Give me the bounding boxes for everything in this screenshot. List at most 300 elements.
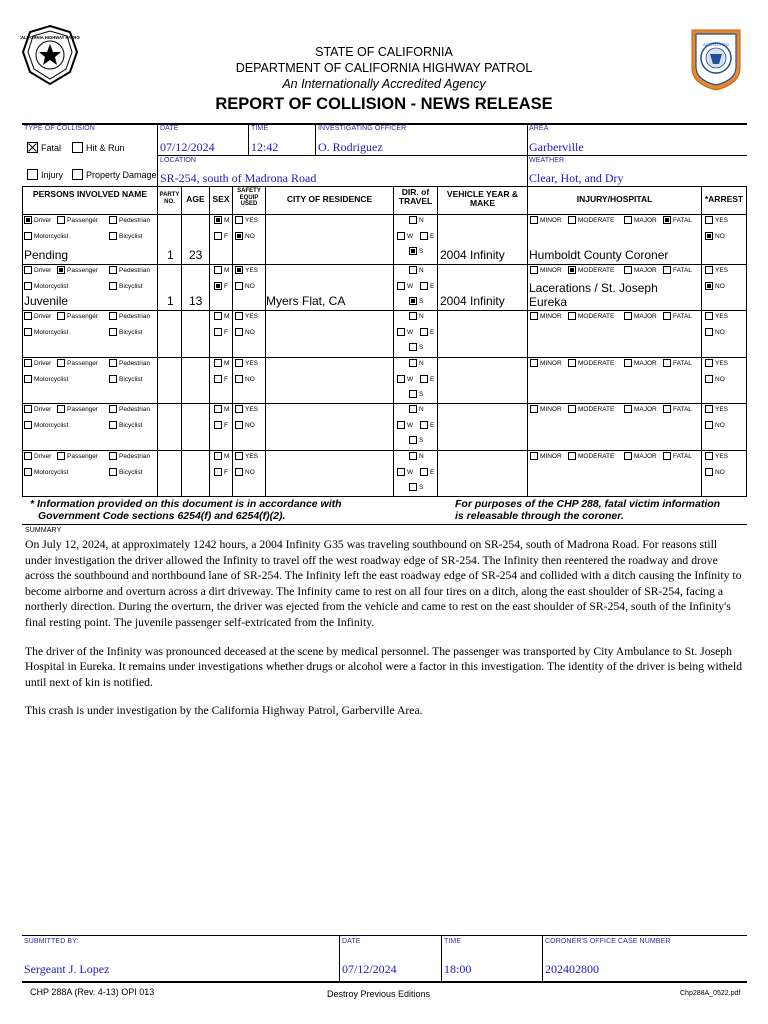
table-row — [22, 310, 747, 357]
persons-header: PERSONS INVOLVED NAME — [32, 189, 148, 199]
arrest-yes-checkbox[interactable] — [705, 452, 728, 460]
empty-checkbox-icon — [24, 405, 32, 413]
safety-yes-checkbox[interactable] — [235, 452, 258, 460]
checked-box-icon — [24, 216, 32, 224]
empty-checkbox-icon — [420, 232, 428, 240]
passenger-label: Passenger — [67, 216, 99, 224]
empty-checkbox-icon — [214, 359, 222, 367]
safety-no-checkbox[interactable] — [235, 282, 255, 290]
time-field[interactable]: 12:42 — [251, 140, 279, 154]
injury-fatal-checkbox[interactable] — [663, 452, 692, 460]
pedestrian-checkbox[interactable] — [109, 359, 150, 367]
dir-n-checkbox[interactable] — [409, 266, 424, 274]
m-label: M — [224, 452, 230, 460]
footer-date-label: DATE — [342, 938, 361, 945]
bicyclist-checkbox[interactable] — [109, 282, 142, 290]
injury-checkbox[interactable] — [27, 169, 63, 180]
state-heading: STATE OF CALIFORNIA — [315, 45, 453, 59]
safety-no-checkbox[interactable] — [235, 328, 255, 336]
bicyclist-checkbox[interactable] — [109, 328, 142, 336]
bicyclist-label: Bicyclist — [119, 282, 143, 290]
empty-checkbox-icon — [409, 390, 417, 398]
yes-label: YES — [245, 405, 259, 413]
injury-fatal-checkbox[interactable] — [663, 405, 692, 413]
passenger-label: Passenger — [67, 312, 99, 320]
injury-hospital: Lacerations / St. Joseph — [529, 281, 658, 295]
injury-minor-checkbox[interactable] — [530, 405, 562, 413]
destroy-previous-editions: Destroy Previous Editions — [327, 989, 431, 999]
injury-major-checkbox[interactable] — [624, 452, 657, 460]
empty-checkbox-icon — [409, 452, 417, 460]
motorcyclist-checkbox[interactable] — [24, 375, 68, 383]
sex-m-checkbox[interactable] — [214, 312, 229, 320]
age-header: AGE — [186, 194, 205, 204]
safety-yes-checkbox[interactable] — [235, 216, 258, 224]
empty-checkbox-icon — [235, 328, 243, 336]
moderate-label: MODERATE — [578, 452, 615, 460]
no-label: NO — [245, 328, 255, 336]
safety-no-checkbox[interactable] — [235, 468, 255, 476]
chp-badge-text: CALIFORNIA HIGHWAY PATROL — [20, 35, 80, 40]
major-label: MAJOR — [634, 312, 657, 320]
motorcyclist-checkbox[interactable] — [24, 282, 68, 290]
empty-checkbox-icon — [568, 452, 576, 460]
empty-checkbox-icon — [420, 421, 428, 429]
bicyclist-checkbox[interactable] — [109, 468, 142, 476]
yes-label: YES — [245, 359, 259, 367]
no-label: NO — [715, 232, 725, 240]
empty-checkbox-icon — [409, 216, 417, 224]
sex-f-checkbox[interactable] — [214, 375, 228, 383]
dir-w-checkbox[interactable] — [397, 282, 413, 290]
injury-fatal-checkbox[interactable] — [663, 266, 692, 274]
dir-w-checkbox[interactable] — [397, 468, 413, 476]
injury-label: Injury — [41, 169, 64, 180]
arrest-yes-checkbox[interactable] — [705, 216, 728, 224]
m-label: M — [224, 405, 230, 413]
footer-time-field[interactable]: 18:00 — [444, 962, 472, 976]
arrest-yes-checkbox[interactable] — [705, 405, 728, 413]
dir-n-checkbox[interactable] — [409, 359, 424, 367]
pedestrian-checkbox[interactable] — [109, 266, 150, 274]
dir-e-checkbox[interactable] — [420, 328, 434, 336]
summary-paragraph-2: The driver of the Infinity was pronounced deceased at the scene by medical personnel. The passenger was transported by City Ambulance to St. Joseph Hospital in Eureka. It remains under investigations whether drugs or alcohol were a factor in this investigation. The identity of the driver is being witheld until next of kin is notified. — [25, 644, 743, 689]
driver-label: Driver — [34, 452, 52, 460]
empty-checkbox-icon — [624, 405, 632, 413]
empty-checkbox-icon — [409, 483, 417, 491]
dir-e-checkbox[interactable] — [420, 282, 434, 290]
injury-fatal-checkbox[interactable] — [663, 216, 692, 224]
bicyclist-label: Bicyclist — [119, 328, 143, 336]
empty-checkbox-icon — [24, 282, 32, 290]
passenger-checkbox[interactable] — [57, 216, 98, 224]
empty-checkbox-icon — [24, 421, 32, 429]
empty-checkbox-icon — [109, 328, 117, 336]
major-label: MAJOR — [634, 359, 657, 367]
vehicle-year-make: 2004 Infinity — [440, 294, 505, 308]
yes-label: YES — [715, 405, 729, 413]
injury-major-checkbox[interactable] — [624, 405, 657, 413]
safety-no-checkbox[interactable] — [235, 421, 255, 429]
no-label: NO — [715, 421, 725, 429]
w-label: W — [407, 282, 414, 290]
w-label: W — [407, 375, 414, 383]
dir-n-checkbox[interactable] — [409, 452, 424, 460]
s-label: S — [419, 483, 424, 491]
driver-checkbox[interactable] — [24, 312, 51, 320]
empty-checkbox-icon — [109, 266, 117, 274]
table-row — [22, 264, 747, 310]
passenger-label: Passenger — [67, 359, 99, 367]
empty-checkbox-icon — [109, 452, 117, 460]
pedestrian-label: Pedestrian — [119, 216, 151, 224]
dir-w-checkbox[interactable] — [397, 375, 413, 383]
minor-label: MINOR — [540, 266, 562, 274]
sex-f-checkbox[interactable] — [214, 328, 228, 336]
dir-header: DIR. of TRAVEL — [398, 187, 433, 206]
empty-checkbox-icon — [24, 375, 32, 383]
checked-box-icon — [705, 232, 713, 240]
m-label: M — [224, 359, 230, 367]
pedestrian-checkbox[interactable] — [109, 452, 150, 460]
empty-checkbox-icon — [530, 359, 538, 367]
injury-moderate-checkbox[interactable] — [568, 405, 614, 413]
motorcyclist-checkbox[interactable] — [24, 328, 68, 336]
checked-box-icon — [57, 266, 65, 274]
arrest-no-checkbox[interactable] — [705, 328, 725, 336]
dir-n-checkbox[interactable] — [409, 312, 424, 320]
driver-label: Driver — [34, 405, 52, 413]
person-age: 13 — [189, 294, 203, 308]
injury-moderate-checkbox[interactable] — [568, 312, 614, 320]
injury-moderate-checkbox[interactable] — [568, 216, 614, 224]
dir-w-checkbox[interactable] — [397, 232, 413, 240]
empty-checkbox-icon — [235, 216, 243, 224]
injury-fatal-checkbox[interactable] — [663, 359, 692, 367]
w-label: W — [407, 468, 414, 476]
submitted-by-field[interactable]: Sergeant J. Lopez — [24, 962, 110, 976]
weather-field[interactable]: Clear, Hot, and Dry — [529, 171, 624, 185]
party-header: PARTY NO. — [159, 192, 180, 205]
fatal-label: FATAL — [673, 359, 692, 367]
arrest-yes-checkbox[interactable] — [705, 359, 728, 367]
empty-checkbox-icon — [235, 405, 243, 413]
fatal-check-mark-icon — [27, 142, 38, 153]
safety-yes-checkbox[interactable] — [235, 359, 258, 367]
table-row — [22, 450, 747, 496]
safety-no-checkbox[interactable] — [235, 232, 255, 240]
date-field[interactable]: 07/12/2024 — [160, 140, 215, 154]
dir-e-checkbox[interactable] — [420, 468, 434, 476]
yes-label: YES — [245, 452, 259, 460]
no-label: NO — [715, 328, 725, 336]
injury-minor-checkbox[interactable] — [530, 312, 562, 320]
injury-major-checkbox[interactable] — [624, 216, 657, 224]
safety-yes-checkbox[interactable] — [235, 312, 258, 320]
arrest-no-checkbox[interactable] — [705, 282, 725, 290]
empty-checkbox-icon — [568, 216, 576, 224]
motorcyclist-checkbox[interactable] — [24, 468, 68, 476]
w-label: W — [407, 328, 414, 336]
passenger-checkbox[interactable] — [57, 405, 98, 413]
empty-checkbox-icon — [57, 359, 65, 367]
property-damage-label: Property Damage — [86, 169, 157, 180]
empty-checkbox-icon — [109, 359, 117, 367]
dir-n-checkbox[interactable] — [409, 216, 424, 224]
s-label: S — [419, 297, 424, 305]
bicyclist-label: Bicyclist — [119, 468, 143, 476]
empty-checkbox-icon — [235, 468, 243, 476]
major-label: MAJOR — [634, 452, 657, 460]
sex-m-checkbox[interactable] — [214, 266, 229, 274]
s-label: S — [419, 436, 424, 444]
bicyclist-checkbox[interactable] — [109, 375, 142, 383]
officer-field[interactable]: O. Rodriguez — [318, 140, 383, 154]
table-row — [22, 403, 747, 450]
motorcyclist-label: Motorcyclist — [34, 468, 69, 476]
pedestrian-checkbox[interactable] — [109, 405, 150, 413]
sex-m-checkbox[interactable] — [214, 216, 229, 224]
moderate-label: MODERATE — [578, 405, 615, 413]
motorcyclist-label: Motorcyclist — [34, 328, 69, 336]
driver-label: Driver — [34, 266, 52, 274]
empty-checkbox-icon — [420, 468, 428, 476]
driver-checkbox[interactable] — [24, 359, 51, 367]
summary-text — [25, 537, 745, 732]
empty-checkbox-icon — [705, 328, 713, 336]
empty-checkbox-icon — [705, 312, 713, 320]
empty-checkbox-icon — [397, 328, 405, 336]
yes-label: YES — [245, 312, 259, 320]
empty-checkbox-icon — [214, 468, 222, 476]
dir-e-checkbox[interactable] — [420, 375, 434, 383]
footer-date-field[interactable]: 07/12/2024 — [342, 962, 397, 976]
moderate-label: MODERATE — [578, 312, 615, 320]
driver-checkbox[interactable] — [24, 216, 51, 224]
dir-w-checkbox[interactable] — [397, 421, 413, 429]
dir-n-checkbox[interactable] — [409, 405, 424, 413]
injury-major-checkbox[interactable] — [624, 266, 657, 274]
injury-moderate-checkbox[interactable] — [568, 266, 614, 274]
major-label: MAJOR — [634, 405, 657, 413]
passenger-label: Passenger — [67, 405, 99, 413]
bicyclist-checkbox[interactable] — [109, 232, 142, 240]
coroner-note-line2: is releasable through the coroner. — [455, 510, 624, 522]
person-name: Pending — [24, 248, 69, 262]
person-name: Juvenile — [24, 294, 69, 308]
arrest-no-checkbox[interactable] — [705, 421, 725, 429]
empty-checkbox-icon — [705, 421, 713, 429]
fatal-label: FATAL — [673, 312, 692, 320]
pedestrian-label: Pedestrian — [119, 312, 151, 320]
pedestrian-checkbox[interactable] — [109, 216, 150, 224]
empty-checkbox-icon — [397, 232, 405, 240]
injury-hospital: Humboldt County Coroner — [529, 248, 669, 262]
department-heading: DEPARTMENT OF CALIFORNIA HIGHWAY PATROL — [235, 61, 533, 75]
fatal-label: FATAL — [673, 452, 692, 460]
passenger-checkbox[interactable] — [57, 359, 98, 367]
driver-checkbox[interactable] — [24, 405, 51, 413]
bicyclist-checkbox[interactable] — [109, 421, 142, 429]
driver-checkbox[interactable] — [24, 452, 51, 460]
empty-checkbox-icon — [27, 169, 38, 180]
injury-major-checkbox[interactable] — [624, 312, 657, 320]
arrest-no-checkbox[interactable] — [705, 375, 725, 383]
empty-checkbox-icon — [109, 405, 117, 413]
dir-s-checkbox[interactable] — [409, 297, 423, 305]
empty-checkbox-icon — [705, 468, 713, 476]
injury-minor-checkbox[interactable] — [530, 359, 562, 367]
f-label: F — [224, 282, 228, 290]
sex-m-checkbox[interactable] — [214, 359, 229, 367]
injury-minor-checkbox[interactable] — [530, 452, 562, 460]
empty-checkbox-icon — [24, 312, 32, 320]
sex-f-checkbox[interactable] — [214, 421, 228, 429]
minor-label: MINOR — [540, 405, 562, 413]
sex-m-checkbox[interactable] — [214, 452, 229, 460]
e-label: E — [430, 468, 435, 476]
sex-m-checkbox[interactable] — [214, 405, 229, 413]
checked-box-icon — [235, 266, 243, 274]
dir-s-checkbox[interactable] — [409, 436, 423, 444]
empty-checkbox-icon — [24, 266, 32, 274]
motorcyclist-checkbox[interactable] — [24, 232, 68, 240]
empty-checkbox-icon — [57, 405, 65, 413]
dir-e-checkbox[interactable] — [420, 232, 434, 240]
sex-f-checkbox[interactable] — [214, 232, 228, 240]
safety-no-checkbox[interactable] — [235, 375, 255, 383]
injury-fatal-checkbox[interactable] — [663, 312, 692, 320]
report-title: REPORT OF COLLISION - NEWS RELEASE — [215, 95, 553, 113]
empty-checkbox-icon — [409, 343, 417, 351]
driver-checkbox[interactable] — [24, 266, 51, 274]
injury-moderate-checkbox[interactable] — [568, 359, 614, 367]
sex-f-checkbox[interactable] — [214, 282, 228, 290]
f-label: F — [224, 468, 228, 476]
injury-hospital-line2: Eureka — [529, 295, 568, 309]
dir-s-checkbox[interactable] — [409, 390, 423, 398]
property-damage-checkbox[interactable] — [72, 169, 157, 180]
motorcyclist-label: Motorcyclist — [34, 282, 69, 290]
motorcyclist-checkbox[interactable] — [24, 421, 68, 429]
empty-checkbox-icon — [24, 452, 32, 460]
injury-minor-checkbox[interactable] — [530, 216, 562, 224]
vehicle-year-make: 2004 Infinity — [440, 248, 505, 262]
table-row — [22, 214, 747, 264]
major-label: MAJOR — [634, 266, 657, 274]
empty-checkbox-icon — [568, 312, 576, 320]
empty-checkbox-icon — [109, 468, 117, 476]
fatal-label: Fatal — [41, 142, 62, 153]
hit-run-checkbox[interactable] — [72, 142, 125, 153]
vehicle-header: VEHICLE YEAR & MAKE — [446, 189, 519, 208]
empty-checkbox-icon — [24, 468, 32, 476]
accreditation-seal-logo — [688, 24, 744, 92]
f-label: F — [224, 232, 228, 240]
yes-label: YES — [715, 359, 729, 367]
moderate-label: MODERATE — [578, 359, 615, 367]
officer-label: INVESTIGATING OFFICER — [318, 125, 407, 132]
area-field[interactable]: Garberville — [529, 140, 584, 154]
n-label: N — [419, 266, 424, 274]
dir-s-checkbox[interactable] — [409, 483, 423, 491]
yes-label: YES — [715, 312, 729, 320]
empty-checkbox-icon — [235, 452, 243, 460]
passenger-checkbox[interactable] — [57, 312, 98, 320]
yes-label: YES — [715, 216, 729, 224]
fatal-label: FATAL — [673, 405, 692, 413]
city-of-residence: Myers Flat, CA — [266, 294, 346, 308]
empty-checkbox-icon — [24, 232, 32, 240]
pedestrian-checkbox[interactable] — [109, 312, 150, 320]
location-field[interactable]: SR-254, south of Madrona Road — [160, 171, 317, 185]
sex-f-checkbox[interactable] — [214, 468, 228, 476]
empty-checkbox-icon — [624, 216, 632, 224]
arrest-yes-checkbox[interactable] — [705, 266, 728, 274]
empty-checkbox-icon — [214, 232, 222, 240]
motorcyclist-label: Motorcyclist — [34, 421, 69, 429]
arrest-yes-checkbox[interactable] — [705, 312, 728, 320]
dir-s-checkbox[interactable] — [409, 247, 423, 255]
coroner-case-field[interactable]: 202402800 — [545, 962, 599, 976]
safety-yes-checkbox[interactable] — [235, 266, 258, 274]
accreditation-seal-text: ACCREDITED — [702, 42, 730, 47]
empty-checkbox-icon — [409, 312, 417, 320]
fatal-checkbox[interactable] — [27, 142, 61, 153]
empty-checkbox-icon — [235, 375, 243, 383]
checked-box-icon — [214, 282, 222, 290]
n-label: N — [419, 312, 424, 320]
empty-checkbox-icon — [624, 452, 632, 460]
summary-paragraph-1: On July 12, 2024, at approximately 1242 hours, a 2004 Infinity G35 was traveling southbound on SR-254, south of Madrona Road. For reasons still under investigation the driver allowed the Infinity to travel off the west roadway edge of SR-254. The Infinity then reentered the roadway and drove across the southbound and northbound lane of SR-254. The Infinity left the east roadway edge of SR-254 and collided with a ditch causing the Infinity to become airborne and overturn across a dirt driveway. The Infinity came to rest on all four tires on a ditch, along the east shoulder of SR-254, facing a northerly direction. During the overturn, the driver was ejected from the vehicle and came to rest on the east shoulder of SR-254, south of the Infinity's final resting point. The juvenile passenger self-extricated from the Infinity. — [25, 538, 742, 629]
arrest-no-checkbox[interactable] — [705, 468, 725, 476]
motorcyclist-label: Motorcyclist — [34, 232, 69, 240]
dir-s-checkbox[interactable] — [409, 343, 423, 351]
empty-checkbox-icon — [72, 169, 83, 180]
injury-minor-checkbox[interactable] — [530, 266, 562, 274]
safety-yes-checkbox[interactable] — [235, 405, 258, 413]
empty-checkbox-icon — [705, 359, 713, 367]
empty-checkbox-icon — [409, 266, 417, 274]
submitted-by-label: SUBMITTED BY: — [24, 938, 79, 945]
weather-label: WEATHER — [529, 157, 565, 164]
empty-checkbox-icon — [705, 266, 713, 274]
empty-checkbox-icon — [624, 266, 632, 274]
bicyclist-label: Bicyclist — [119, 421, 143, 429]
dir-e-checkbox[interactable] — [420, 421, 434, 429]
arrest-no-checkbox[interactable] — [705, 232, 725, 240]
passenger-checkbox[interactable] — [57, 452, 98, 460]
dir-w-checkbox[interactable] — [397, 328, 413, 336]
minor-label: MINOR — [540, 359, 562, 367]
passenger-checkbox[interactable] — [57, 266, 98, 274]
injury-major-checkbox[interactable] — [624, 359, 657, 367]
e-label: E — [430, 421, 435, 429]
sex-header: SEX — [212, 194, 230, 204]
empty-checkbox-icon — [663, 266, 671, 274]
injury-moderate-checkbox[interactable] — [568, 452, 614, 460]
gov-code-note-line1: * Information provided on this document is in accordance with — [30, 498, 342, 510]
w-label: W — [407, 421, 414, 429]
safety-header: SAFETY EQUIP USED — [237, 188, 261, 207]
no-label: NO — [245, 375, 255, 383]
coroner-note-line1: For purposes of the CHP 288, fatal victim information — [455, 498, 721, 510]
motorcyclist-label: Motorcyclist — [34, 375, 69, 383]
empty-checkbox-icon — [705, 405, 713, 413]
minor-label: MINOR — [540, 312, 562, 320]
e-label: E — [430, 282, 435, 290]
empty-checkbox-icon — [420, 282, 428, 290]
